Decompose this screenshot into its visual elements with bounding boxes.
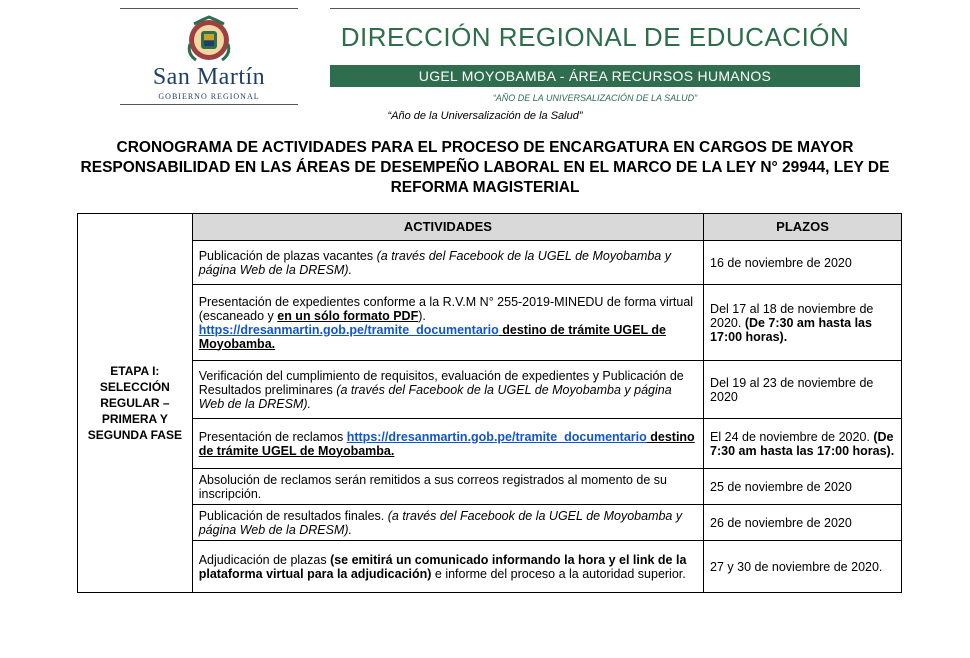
activity-text: Publicación de resultados finales. xyxy=(198,508,388,523)
activity-cell xyxy=(192,419,703,469)
logo-top-rule xyxy=(120,8,298,9)
deadline-hours: (De 7:30 am hasta las 17:00 horas). xyxy=(710,315,872,344)
schedule-table xyxy=(77,213,902,593)
stage-cell xyxy=(78,214,193,593)
ugel-bar: UGEL MOYOBAMBA - ÁREA RECURSOS HUMANOS xyxy=(330,65,860,87)
deadlines-header: PLAZOS xyxy=(704,214,902,241)
activity-note: (a través del Facebook de la UGEL de Moyobamba y página Web de la DRESM). xyxy=(198,248,671,277)
activity-cell: Absolución de reclamos serán remitidos a sus correos registrados al momento de su inscripción. xyxy=(192,469,703,505)
activity-emphasis: en un sólo formato PDF xyxy=(277,308,419,323)
deadline-cell: 26 de noviembre de 2020 xyxy=(704,505,902,541)
activity-text: Presentación de reclamos xyxy=(198,429,347,444)
header-slogan: “AÑO DE LA UNIVERSALIZACIÓN DE LA SALUD” xyxy=(492,93,698,103)
table-row xyxy=(78,419,902,469)
activity-text: ). xyxy=(418,308,426,323)
year-motto: “Año de la Universalización de la Salud” xyxy=(387,110,583,122)
brand-name: San Martín xyxy=(152,64,266,90)
deadline-cell xyxy=(704,419,902,469)
institution-title: DIRECCIÓN REGIONAL DE EDUCACIÓN xyxy=(340,22,850,52)
tramite-link[interactable]: https://dresanmartin.gob.pe/tramite_documentario xyxy=(346,429,647,444)
activity-cell xyxy=(192,285,703,361)
table-row xyxy=(78,541,902,593)
deadline-hours: (De 7:30 am hasta las 17:00 horas). xyxy=(710,429,895,458)
document-header xyxy=(0,0,970,110)
activity-cell xyxy=(192,541,703,593)
activity-text: Verificación del cumplimiento de requisitos, evaluación de expedientes y Publicación de Resultados preliminares xyxy=(198,368,684,397)
tramite-link[interactable]: https://dresanmartin.gob.pe/tramite_documentario xyxy=(198,322,499,337)
table-row xyxy=(78,505,902,541)
activity-text: e informe del proceso a la autoridad superior. xyxy=(431,566,686,581)
deadline-cell xyxy=(704,285,902,361)
deadline-text: El 24 de noviembre de 2020. xyxy=(710,429,874,444)
document-title: CRONOGRAMA DE ACTIVIDADES PARA EL PROCESO DE ENCARGATURA EN CARGOS DE MAYOR RESPONSABILIDAD EN LAS ÁREAS DE DESEMPEÑO LABORAL EN EL MARCO DE LA LEY N° 29944, LEY DE REFORMA MAGISTERIAL xyxy=(80,139,890,196)
activity-text: Presentación de expedientes conforme a la R.V.M N° 255-2019-MINEDU de forma virtual (escaneado y xyxy=(198,294,694,323)
stage-label: ETAPA I: SELECCIÓN REGULAR – PRIMERA Y SEGUNDA FASE xyxy=(87,364,182,442)
table-row xyxy=(78,469,902,505)
table-row xyxy=(78,285,902,361)
activity-text: Publicación de plazas vacantes xyxy=(198,248,377,263)
title-top-rule xyxy=(330,8,860,9)
table-row xyxy=(78,241,902,285)
logo-bottom-rule xyxy=(120,104,298,105)
activities-header: ACTIVIDADES xyxy=(192,214,703,241)
activity-cell xyxy=(192,241,703,285)
activity-text: Adjudicación de plazas xyxy=(198,552,331,567)
activity-note: (a través del Facebook de la UGEL de Moyobamba y página Web de la DRESM). xyxy=(198,382,672,411)
deadline-text: Del 17 al 18 de noviembre de 2020. xyxy=(710,301,874,330)
deadline-cell: 25 de noviembre de 2020 xyxy=(704,469,902,505)
coat-of-arms-icon xyxy=(184,14,234,64)
deadline-cell: 27 y 30 de noviembre de 2020. xyxy=(704,541,902,593)
activity-emphasis: destino de trámite UGEL de Moyobamba. xyxy=(198,429,695,458)
brand-subtitle: GOBIERNO REGIONAL xyxy=(158,92,260,101)
deadline-cell: Del 19 al 23 de noviembre de 2020 xyxy=(704,361,902,419)
activity-cell xyxy=(192,505,703,541)
table-header-row xyxy=(78,214,902,241)
table-row xyxy=(78,361,902,419)
activity-cell xyxy=(192,361,703,419)
activity-emphasis: (se emitirá un comunicado informando la hora y el link de la plataforma virtual para la adjudicación) xyxy=(198,552,687,581)
logo-block xyxy=(120,8,298,101)
deadline-cell: 16 de noviembre de 2020 xyxy=(704,241,902,285)
activity-emphasis: destino de trámite UGEL de Moyobamba. xyxy=(198,322,666,351)
title-block xyxy=(330,8,860,103)
activity-note: (a través del Facebook de la UGEL de Moyobamba y página Web de la DRESM). xyxy=(198,508,683,537)
